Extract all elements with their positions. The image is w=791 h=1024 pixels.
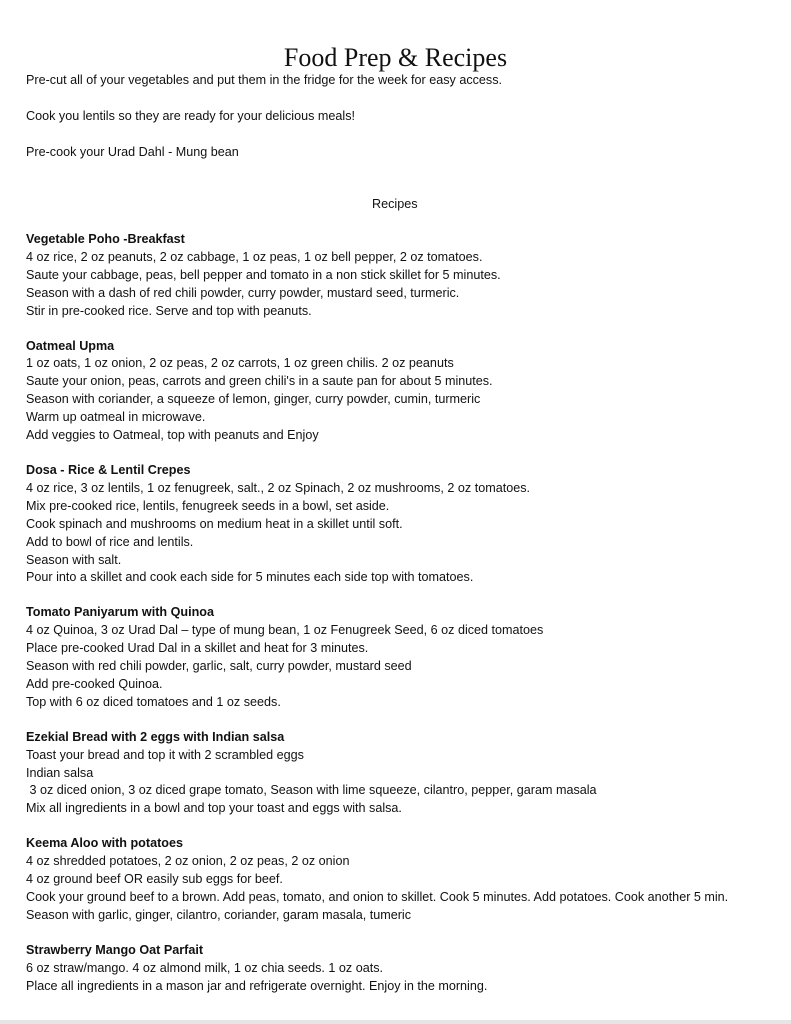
- recipe-line: Season with coriander, a squeeze of lemon, ginger, curry powder, cumin, turmeric: [26, 392, 481, 407]
- recipe-line: 3 oz diced onion, 3 oz diced grape tomato, Season with lime squeeze, cilantro, pepper, garam masala: [26, 783, 597, 798]
- recipe-line: Toast your bread and top it with 2 scrambled eggs: [26, 747, 304, 762]
- recipe-line: 6 oz straw/mango. 4 oz almond milk, 1 oz chia seeds. 1 oz oats.: [26, 960, 383, 975]
- recipe-line: Place pre-cooked Urad Dal in a skillet and heat for 3 minutes.: [26, 641, 369, 656]
- recipe-line: Season with red chili powder, garlic, salt, curry powder, mustard seed: [26, 659, 412, 674]
- recipes-heading: Recipes: [372, 197, 418, 211]
- recipe-title: Oatmeal Upma: [26, 338, 115, 353]
- recipe-block: [26, 231, 776, 321]
- recipe-title: Keema Aloo with potatoes: [26, 836, 183, 851]
- recipe-line: Season with salt.: [26, 552, 122, 567]
- intro-line: Pre-cook your Urad Dahl - Mung bean: [26, 145, 239, 159]
- recipe-block: [26, 604, 776, 711]
- recipe-line: Mix all ingredients in a bowl and top your toast and eggs with salsa.: [26, 801, 402, 816]
- recipe-line: 4 oz rice, 3 oz lentils, 1 oz fenugreek, salt., 2 oz Spinach, 2 oz mushrooms, 2 oz tomatoes.: [26, 480, 531, 495]
- recipe-line: 4 oz shredded potatoes, 2 oz onion, 2 oz peas, 2 oz onion: [26, 854, 350, 869]
- page-title: Food Prep & Recipes: [283, 43, 508, 72]
- recipe-line: Top with 6 oz diced tomatoes and 1 oz seeds.: [26, 694, 281, 709]
- recipe-block: [26, 462, 776, 587]
- recipe-line: Add to bowl of rice and lentils.: [26, 534, 194, 549]
- recipe-line: Add veggies to Oatmeal, top with peanuts and Enjoy: [26, 428, 319, 443]
- recipe-line: 4 oz ground beef OR easily sub eggs for beef.: [26, 872, 283, 887]
- recipe-block: [26, 942, 776, 996]
- recipe-line: Season with garlic, ginger, cilantro, coriander, garam masala, tumeric: [26, 907, 411, 922]
- recipe-line: Cook your ground beef to a brown. Add peas, tomato, and onion to skillet. Cook 5 minutes. Add potatoes. Cook another 5 min.: [26, 890, 729, 904]
- recipe-line: Warm up oatmeal in microwave.: [26, 410, 206, 425]
- recipe-title: Strawberry Mango Oat Parfait: [26, 942, 204, 957]
- recipe-title: Ezekial Bread with 2 eggs with Indian salsa: [26, 729, 285, 744]
- recipe-block: [26, 338, 776, 445]
- intro-line: Cook you lentils so they are ready for your delicious meals!: [26, 109, 355, 123]
- intro-section: [26, 71, 766, 179]
- recipe-line: 1 oz oats, 1 oz onion, 2 oz peas, 2 oz carrots, 1 oz green chilis. 2 oz peanuts: [26, 356, 454, 371]
- recipe-line: Season with a dash of red chili powder, curry powder, mustard seed, turmeric.: [26, 285, 460, 300]
- recipes-list: [26, 231, 776, 1013]
- recipe-line: Add pre-cooked Quinoa.: [26, 676, 163, 691]
- page-bottom-edge: [0, 1020, 791, 1024]
- recipe-line: 4 oz Quinoa, 3 oz Urad Dal – type of mung bean, 1 oz Fenugreek Seed, 6 oz diced tomatoes: [26, 623, 544, 638]
- recipe-line: Saute your onion, peas, carrots and green chili's in a saute pan for about 5 minutes.: [26, 374, 493, 389]
- recipe-line: Cook spinach and mushrooms on medium heat in a skillet until soft.: [26, 516, 403, 531]
- recipe-line: Stir in pre-cooked rice. Serve and top with peanuts.: [26, 303, 312, 318]
- recipe-line: Saute your cabbage, peas, bell pepper and tomato in a non stick skillet for 5 minutes.: [26, 267, 501, 282]
- recipe-line: Indian salsa: [26, 765, 94, 780]
- recipe-block: [26, 835, 776, 925]
- recipe-block: [26, 729, 776, 819]
- recipe-title: Dosa - Rice & Lentil Crepes: [26, 462, 191, 477]
- recipe-title: Tomato Paniyarum with Quinoa: [26, 605, 214, 620]
- recipe-line: Mix pre-cooked rice, lentils, fenugreek seeds in a bowl, set aside.: [26, 498, 390, 513]
- recipe-line: Pour into a skillet and cook each side for 5 minutes each side top with tomatoes.: [26, 570, 474, 585]
- recipe-line: 4 oz rice, 2 oz peanuts, 2 oz cabbage, 1 oz peas, 1 oz bell pepper, 2 oz tomatoes.: [26, 249, 483, 264]
- intro-line: Pre-cut all of your vegetables and put them in the fridge for the week for easy access.: [26, 73, 503, 87]
- recipe-title: Vegetable Poho -Breakfast: [26, 232, 185, 246]
- recipe-line: Place all ingredients in a mason jar and refrigerate overnight. Enjoy in the morning.: [26, 978, 488, 993]
